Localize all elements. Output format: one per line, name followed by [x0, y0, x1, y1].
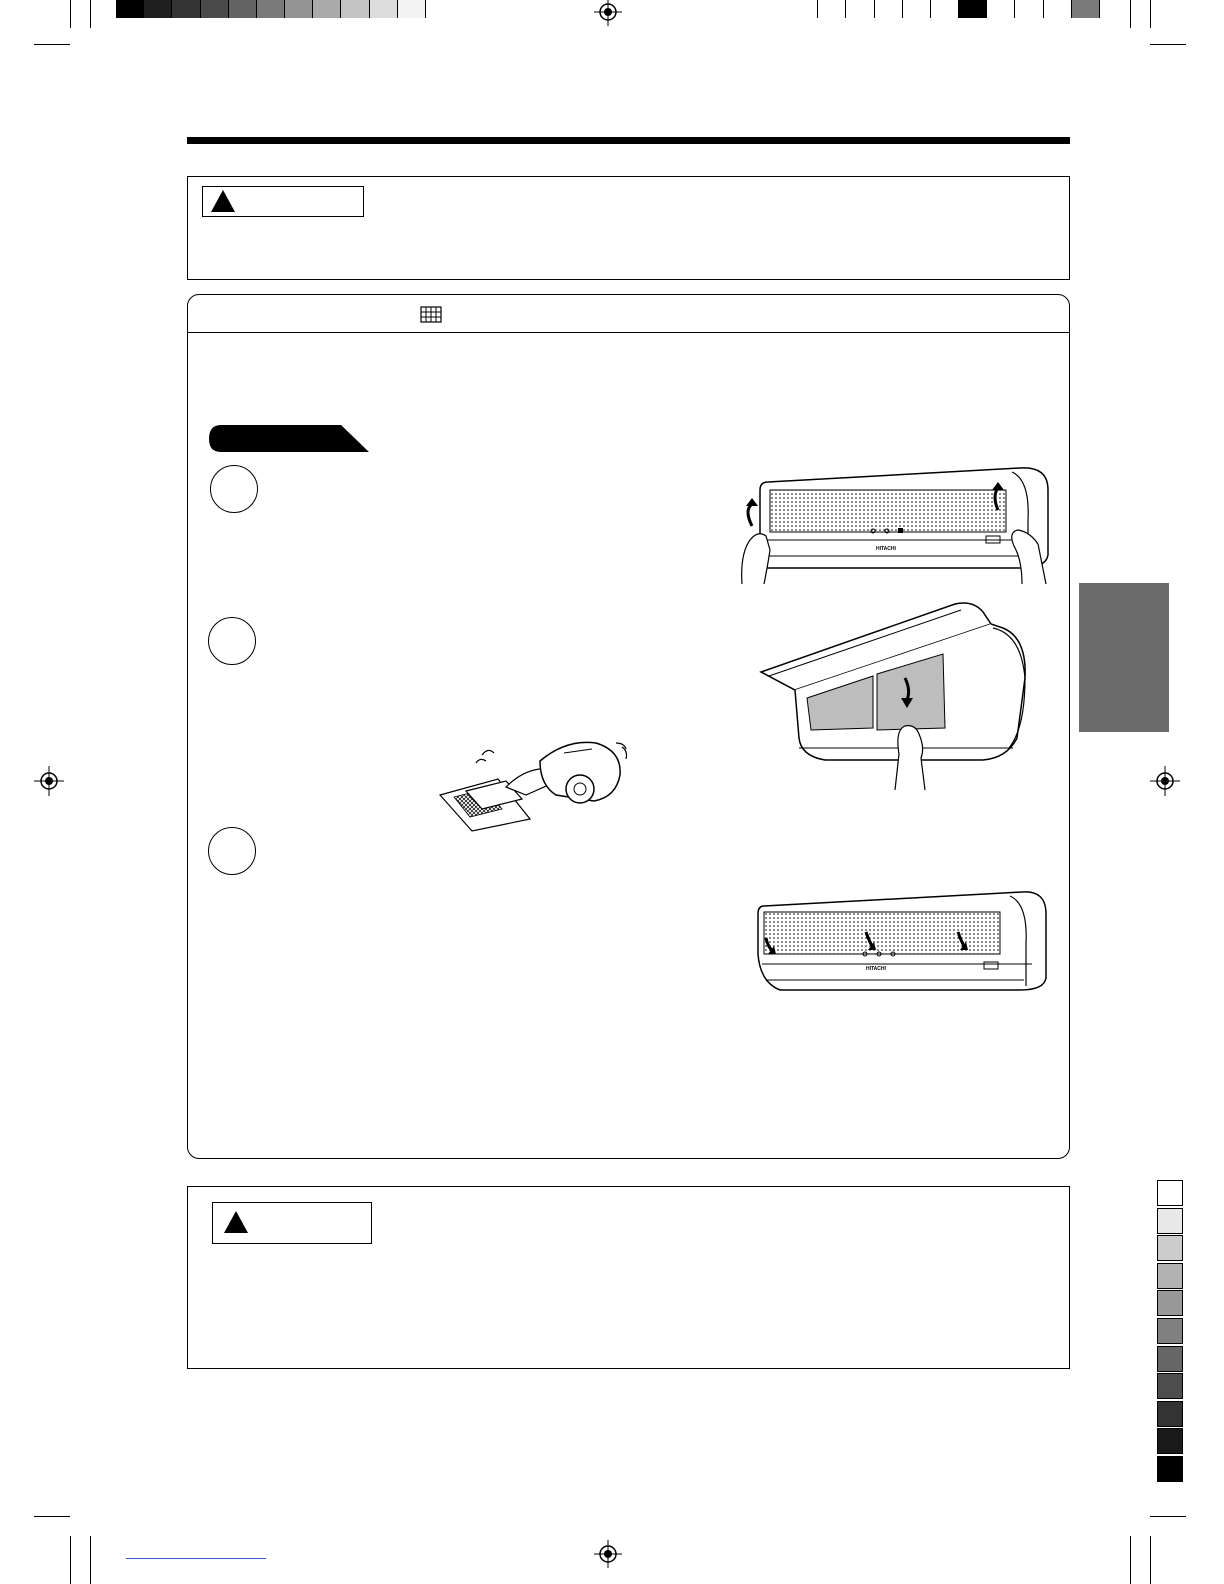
grayscale-cell [1157, 1208, 1183, 1234]
svg-text:HITACHI: HITACHI [876, 546, 896, 552]
warning-triangle-icon [211, 190, 235, 212]
crop-mark [1130, 0, 1131, 28]
registration-swatch [341, 0, 369, 18]
registration-swatch [144, 0, 172, 18]
crop-mark [1130, 1536, 1131, 1584]
grayscale-cell [1157, 1290, 1183, 1316]
step-circle-2 [208, 617, 256, 665]
crop-mark [1150, 1516, 1186, 1517]
crop-mark [70, 1536, 71, 1584]
crop-mark [90, 1536, 91, 1584]
registration-swatch [790, 0, 818, 18]
registration-swatch [257, 0, 285, 18]
registration-mark-icon [594, 1540, 622, 1568]
blue-rule [126, 1558, 266, 1559]
section-side-tab [1079, 583, 1169, 732]
registration-swatch [875, 0, 903, 18]
grayscale-cell [1157, 1318, 1183, 1344]
crop-mark [34, 44, 70, 45]
registration-swatch [1072, 0, 1100, 18]
registration-swatch [229, 0, 257, 18]
warning-label-bottom [212, 1202, 372, 1244]
registration-swatch [903, 0, 931, 18]
grayscale-cell [1157, 1263, 1183, 1289]
warning-triangle-icon [224, 1211, 248, 1233]
registration-mark-icon [594, 0, 622, 26]
registration-swatch [959, 0, 987, 18]
crop-mark [1150, 0, 1151, 28]
unit-open-panel-illustration [730, 460, 1055, 590]
registration-swatch [116, 0, 144, 18]
registration-swatch [172, 0, 200, 18]
header-rule [187, 137, 1070, 144]
grayscale-cell [1157, 1235, 1183, 1261]
step-circle-3 [208, 827, 256, 875]
crop-mark [1150, 1536, 1151, 1584]
registration-swatch [818, 0, 846, 18]
registration-swatch [987, 0, 1015, 18]
registration-swatch [370, 0, 398, 18]
grayscale-cell [1157, 1428, 1183, 1454]
registration-swatch [1015, 0, 1043, 18]
grayscale-cell [1157, 1373, 1183, 1399]
warning-box-top [187, 176, 1070, 280]
registration-swatch [931, 0, 959, 18]
warning-label-top [202, 186, 364, 217]
registration-swatch [398, 0, 426, 18]
step-circle-1 [210, 465, 258, 513]
procedure-tab [209, 425, 371, 453]
registration-swatch [1044, 0, 1072, 18]
filter-removal-illustration [755, 598, 1035, 793]
crop-mark [34, 1516, 70, 1517]
panel-header-divider [188, 332, 1069, 333]
unit-closed-panel-illustration [752, 884, 1052, 998]
registration-mark-icon [1150, 766, 1180, 796]
registration-swatch [201, 0, 229, 18]
registration-swatch [313, 0, 341, 18]
crop-mark [70, 0, 71, 28]
crop-mark [1150, 44, 1186, 45]
vacuum-cleaner-illustration [436, 735, 636, 835]
grayscale-cell [1157, 1180, 1183, 1206]
svg-text:HITACHI: HITACHI [866, 966, 886, 972]
warning-box-bottom [187, 1186, 1070, 1369]
crop-mark [90, 0, 91, 28]
grayscale-cell [1157, 1346, 1183, 1372]
filter-grid-icon [420, 306, 442, 323]
registration-mark-icon [34, 766, 64, 796]
grayscale-cell [1157, 1401, 1183, 1427]
registration-swatch [846, 0, 874, 18]
registration-swatch [285, 0, 313, 18]
grayscale-cell [1157, 1456, 1183, 1482]
